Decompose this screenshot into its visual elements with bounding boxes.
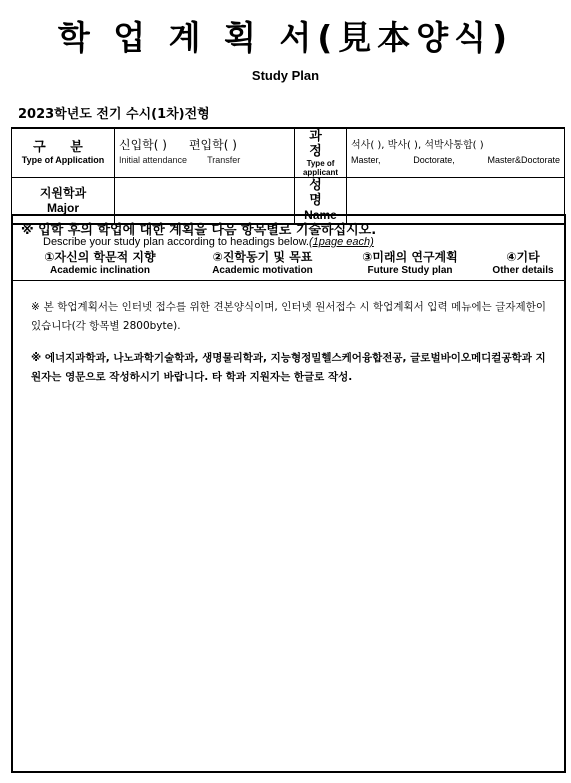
heading-1-en: Academic inclination [49,265,151,276]
course-master-en: Master, [351,155,381,165]
heading-1-ko: ①자신의 학문적 지향 [44,250,156,264]
new-admission-option[interactable]: 신입학( ) [119,138,167,152]
category-label-en: Type of Application [21,155,105,165]
name-label-en: Name [304,208,337,222]
course-options[interactable]: 석사( ), 박사( ), 석박사통합( ) [351,140,484,151]
major-label: 지원학과 [39,185,87,200]
category-header-cell [12,128,115,178]
course-label: 과 정 [309,129,332,159]
course-integrated-en: Master&Doctorate [487,155,560,165]
transfer-option[interactable]: 편입학( ) [188,138,237,152]
course-options-cell[interactable] [347,128,565,178]
major-label-en: Major [46,200,79,215]
document-title: 학 업 계 획 서(見本양식) [57,18,514,57]
name-label: 성 명 [309,178,332,208]
instruction-text: ※ 입학 후의 학업에 대한 계획을 다음 항목별로 기술하십시오. [21,223,377,238]
study-plan-box[interactable] [11,214,566,773]
admission-round: 2023학년도 전기 수시(1차)전형 [18,107,210,122]
heading-future-study-plan [345,250,475,277]
course-label-en-1: Type of [306,159,335,168]
category-label: 구 분 [33,140,93,155]
heading-2-en: Academic motivation [212,265,313,276]
course-header-cell [295,128,347,178]
document-subtitle: Study Plan [251,68,320,83]
byte-limit-note: ※ 본 학업계획서는 인터넷 접수를 위한 견본양식이며, 인터넷 원서접수 시 학업계획서 입력 메뉴에는 글자제한이 있습니다(각 항목별 2800byte). [31,301,546,332]
admission-type-cell[interactable] [115,128,295,178]
applicant-info-table [11,127,565,225]
heading-academic-motivation [195,250,330,277]
heading-3-ko: ③미래의 연구계획 [362,250,458,264]
heading-3-en: Future Study plan [367,265,453,276]
new-admission-option-en: Initial attendance [119,155,188,165]
course-doctorate-en: Doctorate, [413,155,455,165]
study-plan-instructions [13,216,564,281]
heading-4-en: Other details [492,265,554,276]
instruction-en-note: (1page each) [309,236,374,248]
info-row-type [12,128,565,178]
heading-other-details [483,250,563,277]
language-requirement-note: ※ 에너지과학과, 나노과학기술학과, 생명물리학과, 지능형정밀헬스케어융합전공, 글로벌바이오메디컬공학과 지원자는 영문으로 작성하시기 바랍니다. 타 학과 지원자는 한글로 작성. [31,352,546,383]
heading-4-ko: ④기타 [506,250,540,264]
instruction-text-en [43,236,374,248]
course-label-en-2: applicant [302,168,339,177]
transfer-option-en: Transfer [207,155,241,165]
heading-2-ko: ②진학동기 및 목표 [212,250,313,264]
heading-academic-inclination [25,250,175,277]
instruction-en-main: Describe your study plan according to headings below. [43,236,309,248]
